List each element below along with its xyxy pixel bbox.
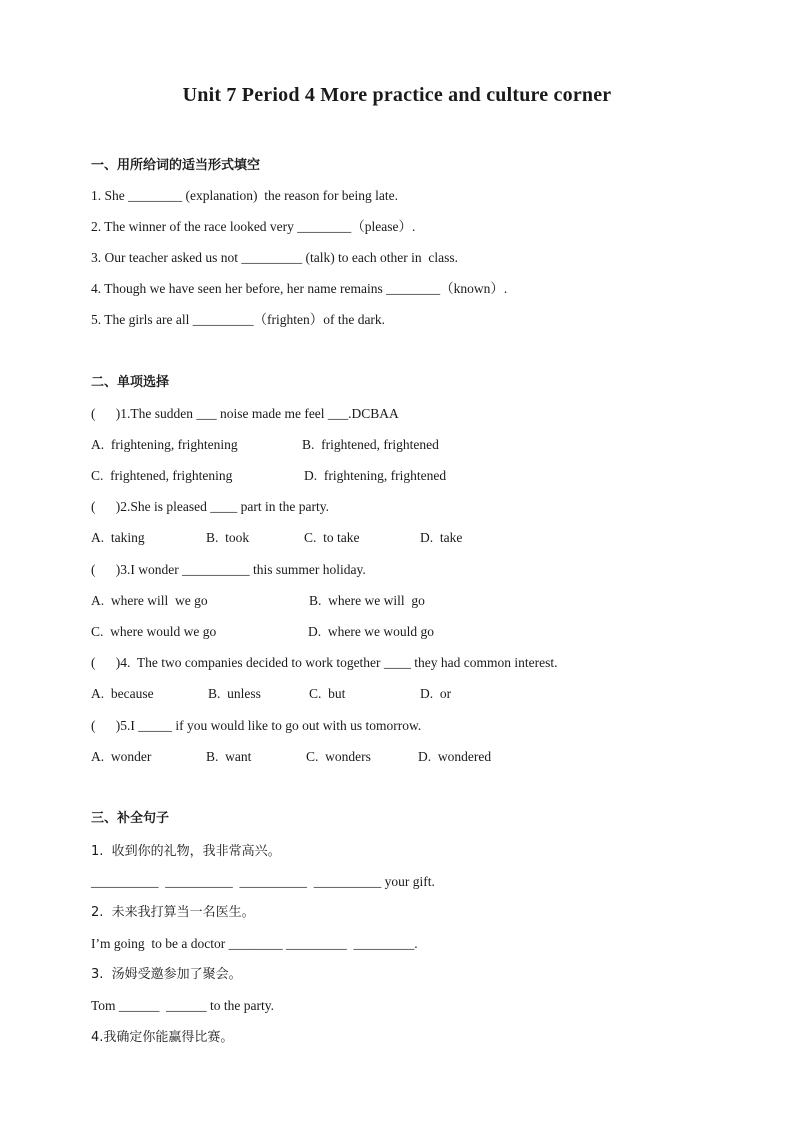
question-2: ( )2.She is pleased ____ part in the party. xyxy=(91,499,329,514)
fill-item-3: 3. Our teacher asked us not _________ (talk) to each other in class. xyxy=(91,250,459,265)
q4-option-a: A. because xyxy=(91,686,154,701)
q2-option-d: D. take xyxy=(420,530,463,545)
q3-option-c: C. where would we go xyxy=(91,624,217,639)
q5-option-c: C. wonders xyxy=(306,749,371,764)
question-4: ( )4. The two companies decided to work together ____ they had common interest. xyxy=(91,655,558,670)
q3-option-a: A. where will we go xyxy=(91,593,208,608)
question-5: ( )5.I _____ if you would like to go out with us tomorrow. xyxy=(91,718,422,733)
question-3: ( )3.I wonder __________ this summer holiday. xyxy=(91,562,366,577)
q4-option-c: C. but xyxy=(309,686,346,701)
sentence-2-english: I’m going to be a doctor ________ _________ _________. xyxy=(91,936,418,951)
q2-option-b: B. took xyxy=(206,530,250,545)
q1-option-c: C. frightened, frightening xyxy=(91,468,233,483)
section2-heading: 二、单项选择 xyxy=(91,375,170,390)
q1-option-a: A. frightening, frightening xyxy=(91,437,238,452)
sentence-1-chinese: 1. 收到你的礼物，我非常高兴。 xyxy=(91,844,281,859)
q5-option-b: B. want xyxy=(206,749,252,764)
sentence-4-chinese: 4.我确定你能赢得比赛。 xyxy=(91,1030,234,1045)
sentence-3-english: Tom ______ ______ to the party. xyxy=(91,998,275,1013)
q2-option-c: C. to take xyxy=(304,530,360,545)
q1-option-b: B. frightened, frightened xyxy=(302,437,439,452)
sentence-1-english: __________ __________ __________ __________ your gift. xyxy=(91,874,435,889)
q3-option-d: D. where we would go xyxy=(308,624,434,639)
fill-item-1: 1. She ________ (explanation) the reason for being late. xyxy=(91,188,399,203)
q3-option-b: B. where we will go xyxy=(309,593,425,608)
fill-item-4: 4. Though we have seen her before, her name remains ________（known）. xyxy=(91,281,508,296)
sentence-3-chinese: 3. 汤姆受邀参加了聚会。 xyxy=(91,967,242,982)
q4-option-b: B. unless xyxy=(208,686,261,701)
q2-option-a: A. taking xyxy=(91,530,145,545)
q4-option-d: D. or xyxy=(420,686,452,701)
q5-option-d: D. wondered xyxy=(418,749,492,764)
q5-option-a: A. wonder xyxy=(91,749,152,764)
fill-item-5: 5. The girls are all _________（frighten）of the dark. xyxy=(91,312,386,327)
section3-heading: 三、补全句子 xyxy=(91,811,170,826)
fill-item-2: 2. The winner of the race looked very ________（please）. xyxy=(91,219,416,234)
question-1: ( )1.The sudden ___ noise made me feel ___.DCBAA xyxy=(91,406,399,421)
q1-option-d: D. frightening, frightened xyxy=(304,468,447,483)
section1-heading: 一、用所给词的适当形式填空 xyxy=(91,158,261,173)
page-title: Unit 7 Period 4 More practice and culture corner xyxy=(182,84,612,106)
sentence-2-chinese: 2. 未来我打算当一名医生。 xyxy=(91,905,255,920)
